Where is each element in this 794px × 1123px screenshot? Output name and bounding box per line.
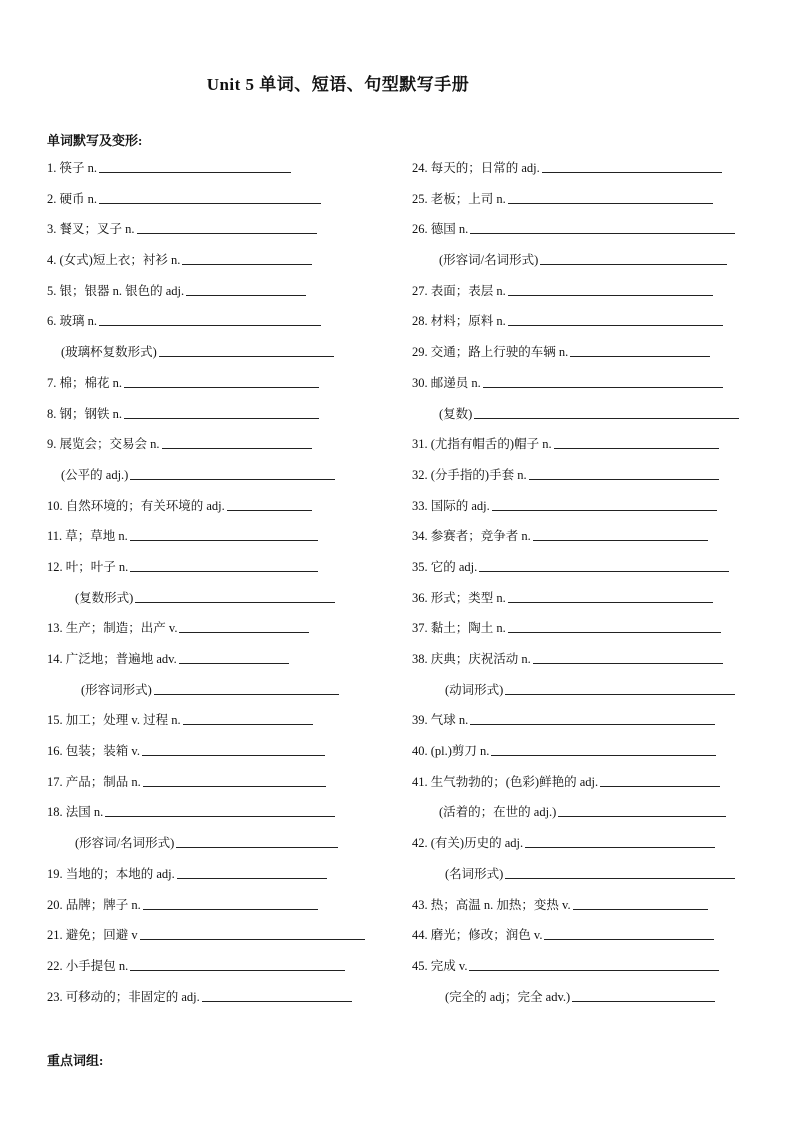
item-prompt: 31. (尤指有帽舌的)帽子 n.	[412, 437, 552, 452]
worksheet-item	[412, 434, 752, 465]
item-prompt: 5. 银；银器 n. 银色的 adj.	[47, 283, 185, 298]
worksheet-item	[412, 496, 752, 527]
worksheet-item	[47, 588, 377, 619]
worksheet-item	[412, 404, 752, 435]
item-prompt: 41. 生气勃勃的；(色彩)鲜艳的 adj.	[412, 774, 599, 789]
worksheet-item	[47, 956, 377, 987]
worksheet-item	[412, 250, 752, 281]
item-prompt: 23. 可移动的；非固定的 adj.	[47, 989, 200, 1004]
answer-blank[interactable]	[202, 987, 352, 1002]
item-prompt: (活着的；在世的 adj.)	[439, 805, 557, 820]
section-heading-phrases: 重点词组:	[47, 1053, 104, 1068]
item-prompt: 13. 生产；制造；出产 v.	[47, 621, 178, 636]
answer-blank[interactable]	[505, 680, 735, 695]
worksheet-item	[412, 956, 752, 987]
answer-blank[interactable]	[540, 250, 727, 265]
answer-blank[interactable]	[124, 373, 319, 388]
answer-blank[interactable]	[159, 342, 334, 357]
item-prompt: 3. 餐叉；叉子 n.	[47, 222, 135, 237]
item-prompt: (名词形式)	[445, 866, 504, 881]
page-title: Unit 5 单词、短语、句型默写手册	[206, 75, 470, 94]
worksheet-item	[412, 895, 752, 926]
answer-blank[interactable]	[162, 434, 312, 449]
answer-blank[interactable]	[533, 526, 708, 541]
worksheet-item	[47, 680, 377, 711]
worksheet-item	[47, 710, 377, 741]
item-prompt: 15. 加工；处理 v. 过程 n.	[47, 713, 181, 728]
item-prompt: 28. 材料；原料 n.	[412, 314, 506, 329]
item-prompt: 36. 形式；类型 n.	[412, 590, 506, 605]
answer-blank[interactable]	[573, 895, 708, 910]
item-prompt: 1. 筷子 n.	[47, 161, 98, 175]
answer-blank[interactable]	[492, 496, 717, 511]
answer-blank[interactable]	[508, 588, 713, 603]
item-prompt: 33. 国际的 adj.	[412, 498, 490, 513]
answer-blank[interactable]	[99, 189, 321, 204]
item-prompt: 42. (有关)历史的 adj.	[412, 836, 524, 851]
answer-blank[interactable]	[143, 895, 318, 910]
item-prompt: 24. 每天的；日常的 adj.	[412, 161, 540, 175]
answer-blank[interactable]	[179, 649, 289, 664]
worksheet-item	[47, 895, 377, 926]
answer-blank[interactable]	[544, 925, 714, 940]
item-prompt: 11. 草；草地 n.	[47, 529, 128, 544]
worksheet-item	[412, 618, 752, 649]
worksheet-item	[412, 802, 752, 833]
item-prompt: 44. 磨光；修改；润色 v.	[412, 928, 543, 943]
answer-blank[interactable]	[99, 158, 291, 173]
section-heading-words: 单词默写及变形:	[47, 133, 143, 148]
item-prompt: 19. 当地的；本地的 adj.	[47, 866, 175, 881]
answer-blank[interactable]	[474, 404, 739, 419]
item-prompt: 12. 叶；叶子 n.	[47, 559, 129, 574]
worksheet-item	[412, 864, 752, 895]
right-column	[412, 158, 752, 1017]
worksheet-item	[47, 618, 377, 649]
answer-blank[interactable]	[542, 158, 722, 173]
answer-blank[interactable]	[137, 219, 317, 234]
worksheet-item	[47, 987, 377, 1018]
item-prompt: 40. (pl.)剪刀 n.	[412, 744, 490, 759]
worksheet-item	[412, 833, 752, 864]
answer-blank[interactable]	[470, 219, 735, 234]
item-prompt: 4. (女式)短上衣；衬衫 n.	[47, 253, 181, 268]
answer-blank[interactable]	[505, 864, 735, 879]
item-prompt: 30. 邮递员 n.	[412, 375, 481, 390]
answer-blank[interactable]	[508, 618, 721, 633]
item-prompt: (形容词/名词形式)	[75, 836, 175, 851]
worksheet-item	[412, 158, 752, 189]
item-prompt: 21. 避免；回避 v	[47, 928, 138, 943]
answer-blank[interactable]	[469, 956, 719, 971]
answer-blank[interactable]	[135, 588, 335, 603]
answer-blank[interactable]	[130, 557, 318, 572]
worksheet-item	[47, 925, 377, 956]
answer-blank[interactable]	[130, 526, 318, 541]
answer-blank[interactable]	[533, 649, 723, 664]
item-prompt: (形容词形式)	[81, 682, 152, 697]
item-prompt: 9. 展览会；交易会 n.	[47, 437, 160, 452]
worksheet-item	[412, 649, 752, 680]
answer-blank[interactable]	[176, 833, 338, 848]
answer-blank[interactable]	[130, 465, 335, 480]
worksheet-item	[412, 772, 752, 803]
worksheet-item	[47, 802, 377, 833]
worksheet-item	[47, 311, 377, 342]
item-prompt: 6. 玻璃 n.	[47, 314, 98, 329]
answer-blank[interactable]	[186, 281, 306, 296]
worksheet-item	[47, 434, 377, 465]
item-prompt: 45. 完成 v.	[412, 958, 468, 973]
item-prompt: 18. 法国 n.	[47, 805, 104, 820]
answer-blank[interactable]	[177, 864, 327, 879]
item-prompt: 37. 黏土；陶土 n.	[412, 621, 506, 636]
item-prompt: (复数)	[439, 406, 473, 421]
answer-blank[interactable]	[227, 496, 312, 511]
item-prompt: (玻璃杯复数形式)	[61, 345, 157, 360]
item-prompt: 43. 热；高温 n. 加热；变热 v.	[412, 897, 571, 912]
item-prompt: (复数形式)	[75, 590, 134, 605]
answer-blank[interactable]	[179, 618, 309, 633]
answer-blank[interactable]	[105, 802, 335, 817]
answer-blank[interactable]	[491, 741, 716, 756]
answer-blank[interactable]	[483, 373, 723, 388]
item-prompt: 35. 它的 adj.	[412, 559, 478, 574]
answer-blank[interactable]	[130, 956, 345, 971]
answer-blank[interactable]	[600, 772, 720, 787]
answer-blank[interactable]	[142, 741, 325, 756]
answer-blank[interactable]	[124, 404, 319, 419]
worksheet-item	[412, 680, 752, 711]
worksheet-item	[47, 281, 377, 312]
answer-blank[interactable]	[182, 250, 312, 265]
worksheet-item	[412, 465, 752, 496]
worksheet-item	[47, 342, 377, 373]
answer-blank[interactable]	[183, 710, 313, 725]
item-prompt: (动词形式)	[445, 682, 504, 697]
answer-blank[interactable]	[529, 465, 719, 480]
answer-blank[interactable]	[558, 802, 726, 817]
worksheet-item	[412, 741, 752, 772]
worksheet-item	[47, 219, 377, 250]
item-prompt: 25. 老板；上司 n.	[412, 191, 506, 206]
worksheet-item	[47, 864, 377, 895]
worksheet-item	[412, 557, 752, 588]
worksheet-item	[412, 925, 752, 956]
worksheet-item	[412, 219, 752, 250]
worksheet-item	[47, 404, 377, 435]
answer-blank[interactable]	[154, 680, 339, 695]
item-prompt: 8. 钢；钢铁 n.	[47, 406, 123, 421]
item-prompt: (公平的 adj.)	[61, 467, 129, 482]
worksheet-item	[412, 373, 752, 404]
worksheet-item	[47, 557, 377, 588]
item-prompt: 16. 包装；装箱 v.	[47, 744, 140, 759]
item-prompt: (完全的 adj；完全 adv.)	[445, 989, 571, 1004]
item-prompt: 38. 庆典；庆祝活动 n.	[412, 652, 531, 666]
worksheet-item	[47, 158, 377, 189]
worksheet-item	[47, 833, 377, 864]
worksheet-item	[412, 526, 752, 557]
answer-blank[interactable]	[525, 833, 715, 848]
answer-blank[interactable]	[508, 281, 713, 296]
item-prompt: 32. (分手指的)手套 n.	[412, 467, 527, 482]
answer-blank[interactable]	[508, 189, 713, 204]
item-prompt: 17. 产品；制品 n.	[47, 774, 141, 789]
worksheet-item	[47, 250, 377, 281]
answer-blank[interactable]	[508, 311, 723, 326]
item-prompt: 27. 表面；表层 n.	[412, 283, 506, 298]
item-prompt: 20. 品牌；牌子 n.	[47, 897, 141, 912]
worksheet-item	[412, 342, 752, 373]
worksheet-item	[47, 526, 377, 557]
answer-blank[interactable]	[470, 710, 715, 725]
answer-blank[interactable]	[140, 925, 365, 940]
answer-blank[interactable]	[554, 434, 719, 449]
worksheet-item	[47, 189, 377, 220]
worksheet-item	[412, 281, 752, 312]
worksheet-item	[47, 649, 377, 680]
worksheet-item	[412, 987, 752, 1018]
worksheet-item	[47, 772, 377, 803]
answer-blank[interactable]	[99, 311, 321, 326]
item-prompt: (形容词/名词形式)	[439, 253, 539, 268]
item-prompt: 14. 广泛地；普遍地 adv.	[47, 652, 177, 666]
worksheet-item	[412, 588, 752, 619]
item-prompt: 22. 小手提包 n.	[47, 958, 129, 973]
worksheet-item	[412, 189, 752, 220]
item-prompt: 7. 棉；棉花 n.	[47, 375, 123, 390]
item-prompt: 34. 参赛者；竞争者 n.	[412, 529, 531, 544]
item-prompt: 26. 德国 n.	[412, 222, 469, 237]
answer-blank[interactable]	[143, 772, 326, 787]
item-prompt: 10. 自然环境的；有关环境的 adj.	[47, 498, 225, 513]
worksheet-item	[412, 710, 752, 741]
left-column	[47, 158, 377, 1017]
worksheet-item	[47, 373, 377, 404]
item-prompt: 29. 交通；路上行驶的车辆 n.	[412, 345, 569, 360]
answer-blank[interactable]	[479, 557, 729, 572]
item-prompt: 2. 硬币 n.	[47, 191, 98, 206]
answer-blank[interactable]	[570, 342, 710, 357]
worksheet-item	[47, 465, 377, 496]
worksheet-item	[412, 311, 752, 342]
item-prompt: 39. 气球 n.	[412, 713, 469, 728]
worksheet-item	[47, 496, 377, 527]
answer-blank[interactable]	[572, 987, 715, 1002]
worksheet-item	[47, 741, 377, 772]
